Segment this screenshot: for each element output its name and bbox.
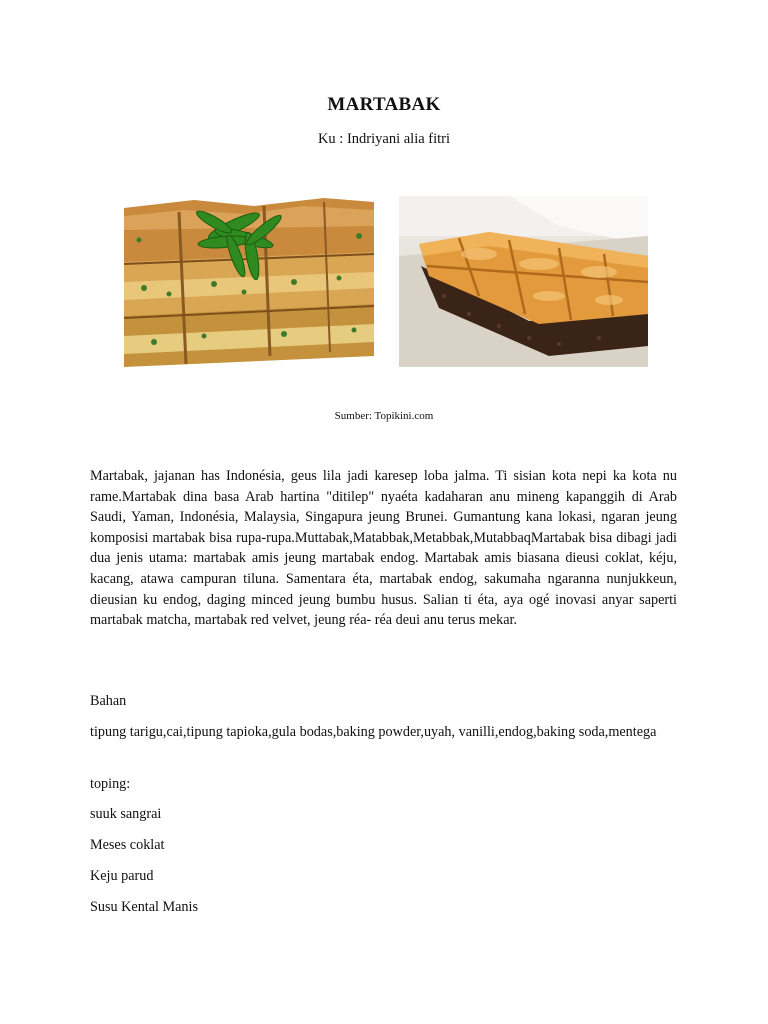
body-paragraph: Martabak, jajanan has Indonésia, geus lila jadi karesep loba jalma. Ti sisian kota nepi ka kota nu rame.Martabak dina basa Arab hartina "ditilep" nyaéta kadaharan anu mineng kapanggih di Arab Saudi, Yaman, Indonésia, Malaysia, Singapura jeung Brunei. Gumantung kana lokasi, ngaran jeung komposisi martabak bisa rupa-rupa.Muttabak,Matabbak,Metabbak,MutabbaqMartabak bisa dibagi jadi dua jenis utama: martabak amis jeung martabak endog. Martabak amis biasana dieusi coklat, kéju, kacang, atawa campuran tiluna. Samentara éta, martabak endog, sakumaha ngaranna nunjukkeun, dieusian ku endog, daging minced jeung bumbu husus. Salian ti éta, aya ogé inovasi anyar saperti martabak matcha, martabak red velvet, jeung réa- réa deui anu terus mekar. <box>90 468 677 629</box>
author-line: Ku : Indriyani alia fitri <box>317 131 451 147</box>
topping-item: Keju parud <box>90 868 154 884</box>
ingredients-list: tipung tarigu,cai,tipung tapioka,gula bodas,baking powder,uyah, vanilli,endog,baking soda,mentega <box>90 724 657 740</box>
document-title: MARTABAK <box>327 94 441 115</box>
ingredients-heading: Bahan <box>90 693 127 709</box>
topping-item: Meses coklat <box>90 837 165 853</box>
topping-item: Susu Kental Manis <box>90 899 198 915</box>
martabak-telur-photo <box>124 196 374 367</box>
topping-heading: toping: <box>90 776 131 792</box>
image-caption: Sumber: Topikini.com <box>334 410 434 422</box>
topping-item: suuk sangrai <box>90 806 162 822</box>
martabak-manis-photo <box>399 196 648 367</box>
